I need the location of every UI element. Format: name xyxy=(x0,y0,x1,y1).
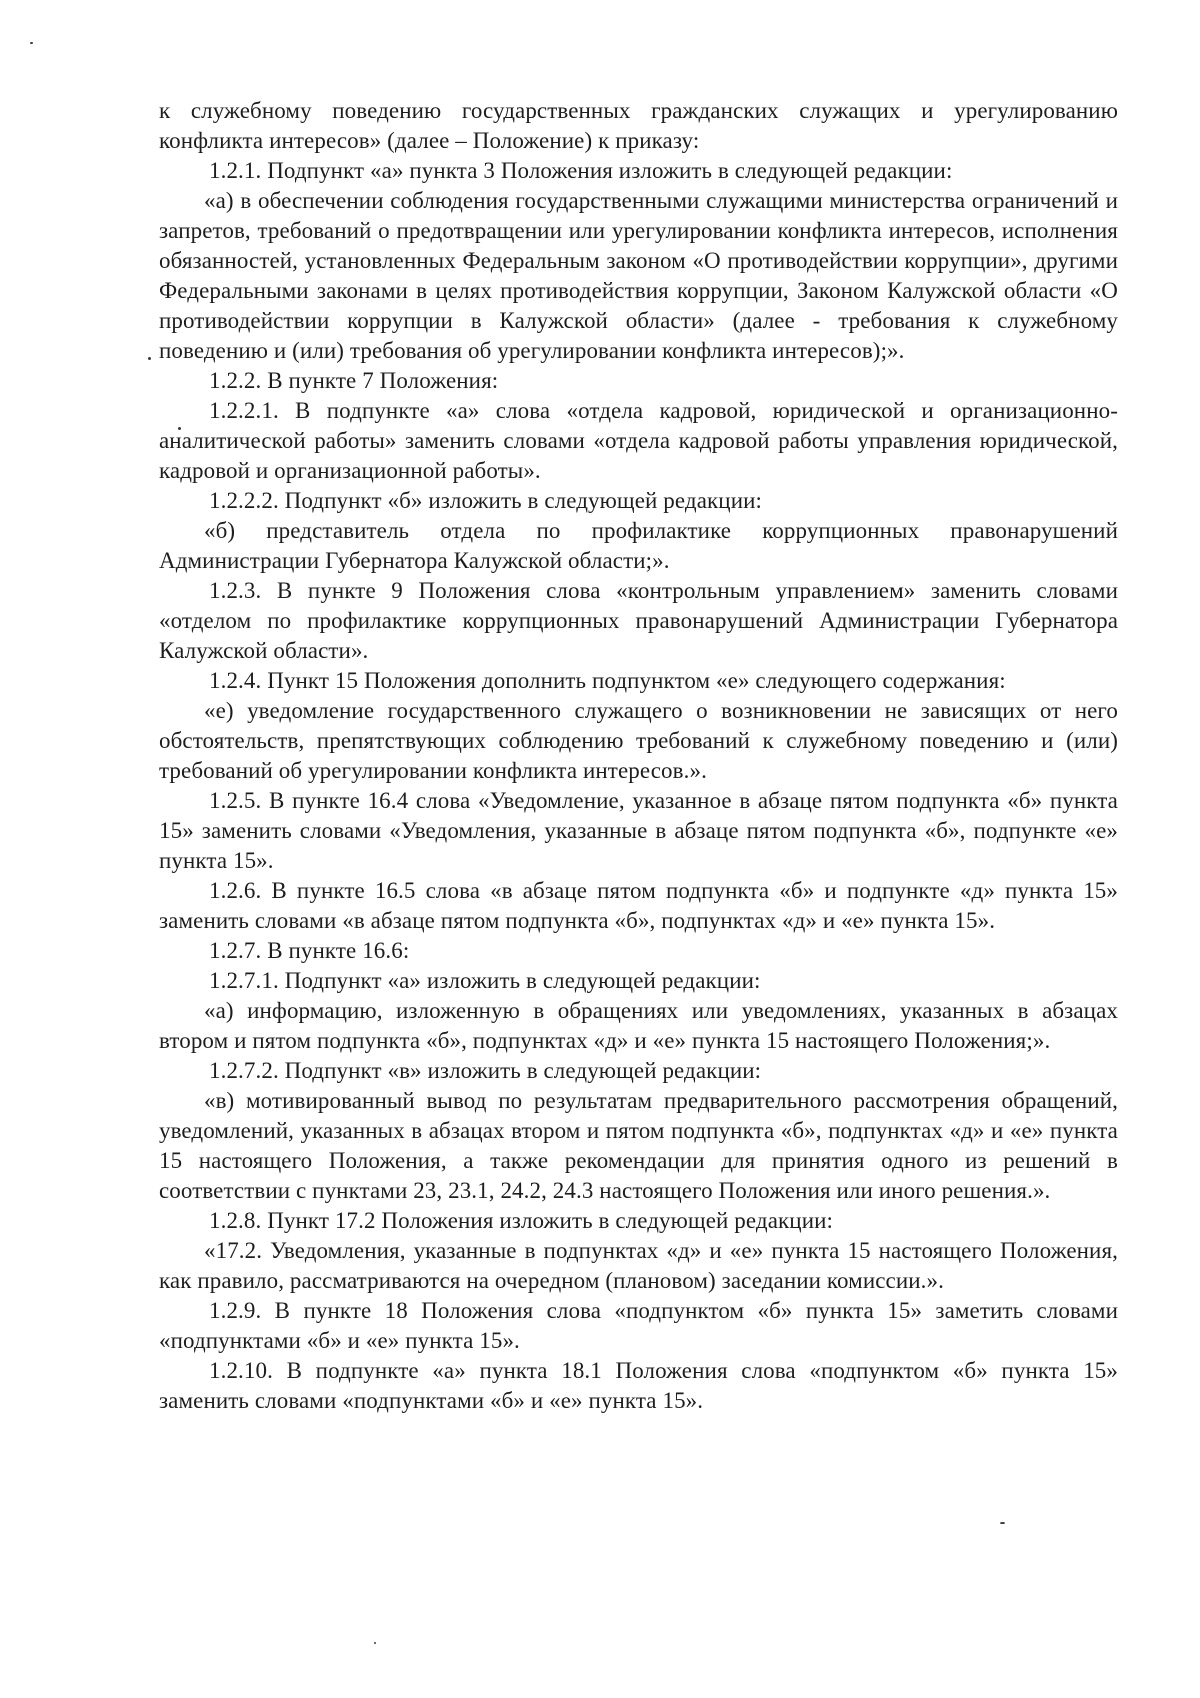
scan-speck xyxy=(374,1642,376,1644)
paragraph-1-2-8: 1.2.8. Пункт 17.2 Положения изложить в следующей редакции: xyxy=(209,1208,834,1233)
paragraph-intro: к служебному поведению государственных гражданских служащих и урегулированию конфликта интересов» (далее – Положение) к приказу: xyxy=(159,98,1118,153)
paragraph-1-2-7-1: 1.2.7.1. Подпункт «а» изложить в следующей редакции: xyxy=(209,968,761,993)
paragraph-1-2-1: 1.2.1. Подпункт «а» пункта 3 Положения изложить в следующей редакции: xyxy=(209,158,953,183)
paragraph-quote-b: «б) представитель отдела по профилактике коррупционных правонарушений Администрации Губернатора Калужской области;». xyxy=(159,518,1118,573)
paragraph-quote-e: «е) уведомление государственного служащего о возникновении не зависящих от него обстоятельств, препятствующих соблюдению требований к служебному поведению и (или) требований об урегулировании конфликта интересов.». xyxy=(159,698,1118,783)
paragraph-1-2-2: 1.2.2. В пункте 7 Положения: xyxy=(209,368,499,393)
paragraph-1-2-5: 1.2.5. В пункте 16.4 слова «Уведомление, указанное в абзаце пятом подпункта «б» пункта 15» заменить словами «Уведомления, указанные в абзаце пятом подпункта «б», подпункте «е» пункта 15». xyxy=(159,788,1118,873)
paragraph-1-2-9: 1.2.9. В пункте 18 Положения слова «подпунктом «б» пункта 15» заметить словами «подпунктами «б» и «е» пункта 15». xyxy=(159,1298,1118,1353)
paragraph-quote-17-2: «17.2. Уведомления, указанные в подпунктах «д» и «е» пункта 15 настоящего Положения, как правило, рассматриваются на очередном (плановом) заседании комиссии.». xyxy=(159,1238,1118,1293)
paragraph-quote-a-2: «а) информацию, изложенную в обращениях или уведомлениях, указанных в абзацах втором и пятом подпункта «б», подпунктах «д» и «е» пункта 15 настоящего Положения;». xyxy=(159,998,1118,1053)
scan-speck xyxy=(148,357,151,360)
paragraph-1-2-2-1: 1.2.2.1. В подпункте «а» слова «отдела кадровой, юридической и организационно-аналитической работы» заменить словами «отдела кадровой работы управления юридической, кадровой и организационной работы». xyxy=(159,398,1118,483)
paragraph-quote-a: «а) в обеспечении соблюдения государственными служащими министерства ограничений и запретов, требований о предотвращении или урегулировании конфликта интересов, исполнения обязанностей, установленных Федеральным законом «О противодействии коррупции», другими Федеральными законами в целях противодействия коррупции, Законом Калужской области «О противодействии коррупции в Калужской области» (далее - требования к служебному поведению и (или) требования об урегулировании конфликта интересов);». xyxy=(159,188,1118,363)
paragraph-1-2-6: 1.2.6. В пункте 16.5 слова «в абзаце пятом подпункта «б» и подпункте «д» пункта 15» заменить словами «в абзаце пятом подпункта «б», подпунктах «д» и «е» пункта 15». xyxy=(159,878,1118,933)
paragraph-1-2-7: 1.2.7. В пункте 16.6: xyxy=(209,938,410,963)
paragraph-1-2-3: 1.2.3. В пункте 9 Положения слова «контрольным управлением» заменить словами «отделом по профилактике коррупционных правонарушений Администрации Губернатора Калужской области». xyxy=(159,578,1118,663)
scan-speck xyxy=(1000,1522,1005,1524)
paragraph-quote-v: «в) мотивированный вывод по результатам предварительного рассмотрения обращений, уведомлений, указанных в абзацах втором и пятом подпункта «б», подпунктах «д» и «е» пункта 15 настоящего Положения, а также рекомендации для принятия одного из решений в соответствии с пунктами 23, 23.1, 24.2, 24.3 настоящего Положения или иного решения.». xyxy=(159,1088,1118,1203)
paragraph-1-2-2-2: 1.2.2.2. Подпункт «б» изложить в следующей редакции: xyxy=(209,488,762,513)
paragraph-1-2-10: 1.2.10. В подпункте «а» пункта 18.1 Положения слова «подпунктом «б» пункта 15» заменить словами «подпунктами «б» и «е» пункта 15». xyxy=(159,1358,1118,1413)
scan-speck xyxy=(30,42,33,44)
paragraph-1-2-7-2: 1.2.7.2. Подпункт «в» изложить в следующей редакции: xyxy=(209,1058,762,1083)
paragraph-1-2-4: 1.2.4. Пункт 15 Положения дополнить подпунктом «е» следующего содержания: xyxy=(209,668,1006,693)
document-body xyxy=(159,96,1118,1416)
